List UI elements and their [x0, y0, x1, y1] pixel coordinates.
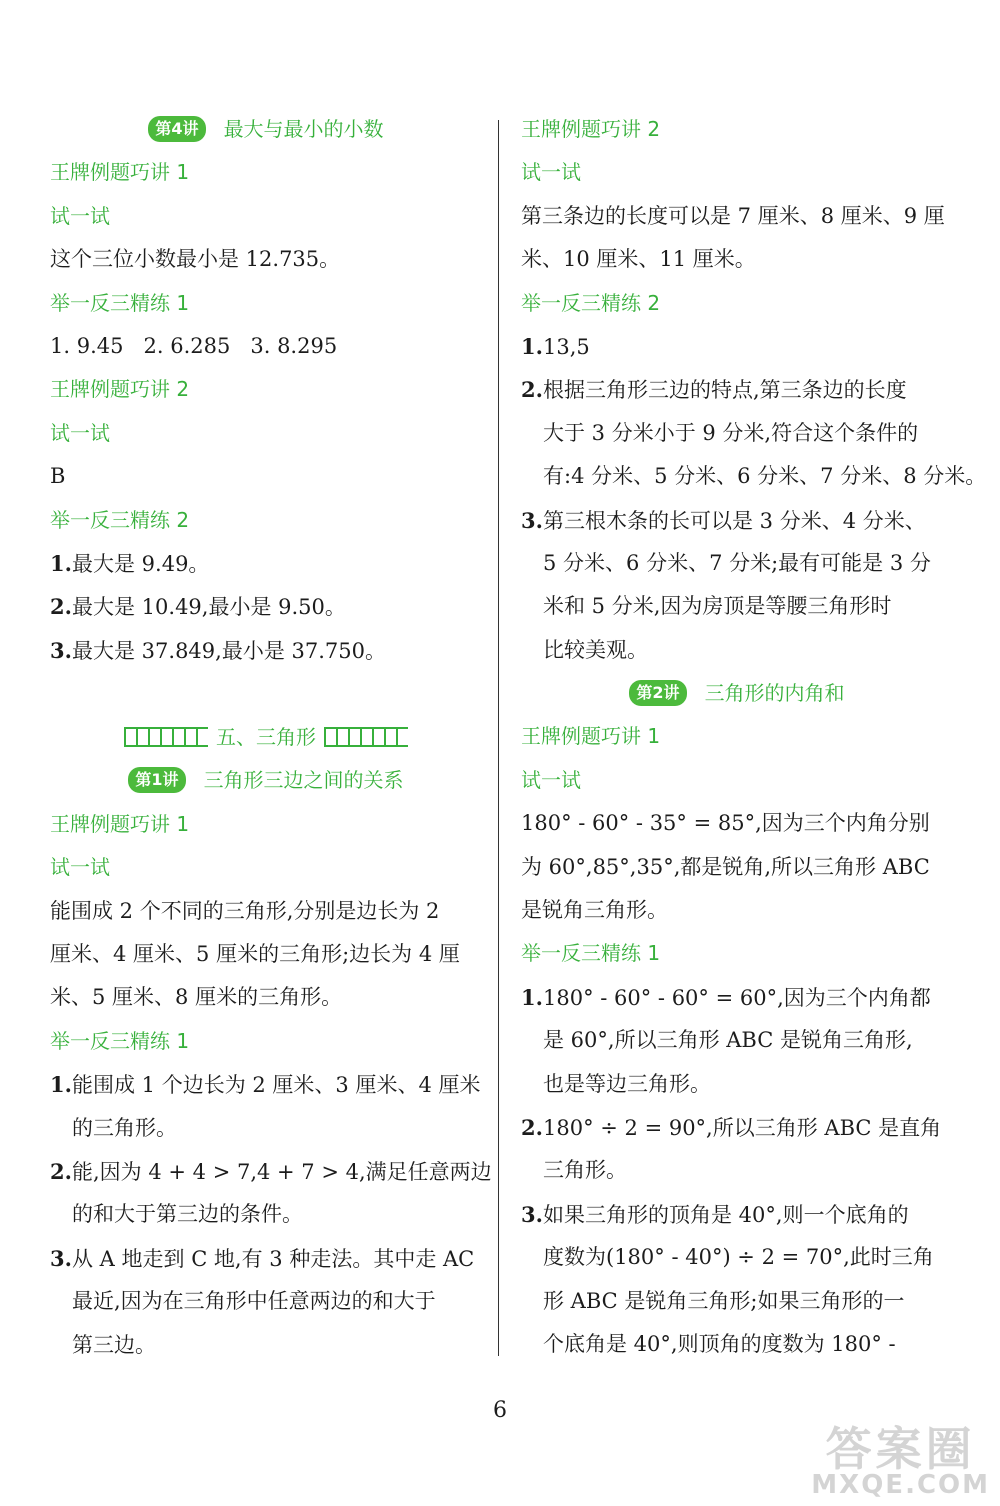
section-heading: 王牌例题巧讲 2 [50, 377, 190, 402]
item-number: 2. [521, 377, 543, 403]
item-number: 1. [50, 550, 72, 576]
answer-continuation: 形 ABC 是锐角三角形;如果三角形的一 [543, 1288, 905, 1313]
answer-item [521, 368, 953, 411]
section-heading: 举一反三精练 1 [521, 941, 661, 966]
answer-item [521, 499, 953, 542]
item-text: 根据三角形三边的特点,第三条边的长度 [543, 378, 907, 403]
answer-continuation: 三角形。 [543, 1158, 627, 1183]
item-number: 2. [50, 1158, 72, 1184]
answer-continuation: 第三边。 [72, 1332, 156, 1357]
item-number: 3. [521, 1201, 543, 1227]
page-number: 6 [493, 1398, 507, 1423]
answer-text: 第三条边的长度可以是 7 厘米、8 厘米、9 厘 [521, 203, 945, 228]
lecture-badge: 第2讲 [629, 680, 686, 706]
section-subheading: 试一试 [521, 767, 581, 792]
watermark-line2: MXQE.COM [811, 1470, 990, 1500]
unit-heading [50, 716, 482, 759]
item-number: 2. [50, 594, 72, 620]
item-text: 最大是 10.49,最小是 9.50。 [72, 595, 346, 620]
answer-text: 是锐角三角形。 [521, 898, 668, 923]
section-heading: 王牌例题巧讲 1 [50, 160, 190, 185]
item-text: 如果三角形的顶角是 40°,则一个底角的 [543, 1202, 909, 1227]
lecture-4-heading [50, 108, 482, 151]
lecture-title: 三角形三边之间的关系 [203, 768, 404, 793]
decor-stripes-icon [124, 727, 208, 747]
item-text: 最大是 37.849,最小是 37.750。 [72, 638, 386, 663]
answer-continuation: 有:4 分米、5 分米、6 分米、7 分米、8 分米。 [543, 464, 987, 489]
answer-text: 米、10 厘米、11 厘米。 [521, 247, 756, 272]
lecture-badge: 第4讲 [148, 116, 205, 142]
section-heading: 举一反三精练 2 [50, 507, 190, 532]
section-subheading: 试一试 [50, 855, 110, 880]
right-column [521, 108, 987, 1366]
answer-text: B [50, 464, 66, 489]
answer-continuation: 的和大于第三边的条件。 [72, 1202, 303, 1227]
decor-stripes-icon [324, 727, 408, 747]
answer-item [50, 1063, 482, 1106]
section-heading: 王牌例题巧讲 2 [521, 117, 661, 141]
answer-continuation: 最近,因为在三角形中任意两边的和大于 [72, 1289, 436, 1314]
answer-continuation: 米和 5 分米,因为房顶是等腰三角形时 [543, 594, 892, 619]
answer-continuation: 是 60°,所以三角形 ABC 是锐角三角形, [543, 1028, 913, 1053]
item-text: 从 A 地走到 C 地,有 3 种走法。其中走 AC [72, 1246, 475, 1271]
left-column [50, 108, 492, 1367]
section-heading: 举一反三精练 1 [50, 290, 190, 315]
answer-item [50, 1150, 492, 1193]
answer-text: 米、5 厘米、8 厘米的三角形。 [50, 985, 343, 1010]
watermark-logo [811, 1422, 990, 1500]
section-subheading: 试一试 [50, 420, 110, 445]
answer-item [50, 1237, 482, 1280]
section-heading: 王牌例题巧讲 1 [521, 724, 661, 749]
lecture-title: 最大与最小的小数 [223, 117, 384, 141]
item-number: 3. [521, 507, 543, 533]
item-text: 能,因为 4 + 4 > 7,4 + 7 > 4,满足任意两边 [72, 1159, 492, 1184]
item-number: 2. [521, 1114, 543, 1140]
answer-item [50, 585, 482, 628]
answer-continuation: 个底角是 40°,则顶角的度数为 180° - [543, 1331, 896, 1356]
answer-text: 厘米、4 厘米、5 厘米的三角形;边长为 4 厘 [50, 942, 460, 967]
answer-text: 这个三位小数最小是 12.735。 [50, 247, 341, 272]
section-subheading: 试一试 [521, 160, 581, 185]
watermark-line1: 答案圈 [825, 1422, 976, 1476]
answer-continuation: 5 分米、6 分米、7 分米;最有可能是 3 分 [543, 550, 931, 575]
spacer [50, 672, 482, 716]
section-subheading: 试一试 [50, 203, 110, 228]
answer-continuation: 度数为(180° - 40°) ÷ 2 = 70°,此时三角 [543, 1245, 934, 1270]
column-divider [498, 120, 499, 1356]
item-text: 180° - 60° - 60° = 60°,因为三个内角都 [543, 985, 931, 1010]
item-number: 1. [521, 333, 543, 359]
item-number: 3. [50, 1245, 72, 1271]
answer-text: 能围成 2 个不同的三角形,分别是边长为 2 [50, 898, 440, 923]
answer-item [521, 976, 953, 1019]
answer-text: 1. 9.45 2. 6.285 3. 8.295 [50, 333, 338, 358]
lecture-2-heading [521, 672, 953, 715]
lecture-title: 三角形的内角和 [704, 681, 845, 706]
answer-item [50, 629, 482, 672]
answer-text: 180° - 60° - 35° = 85°,因为三个内角分别 [521, 811, 930, 836]
answer-item [521, 1193, 953, 1236]
section-heading: 举一反三精练 1 [50, 1028, 190, 1053]
answer-continuation: 比较美观。 [543, 637, 648, 662]
item-text: 能围成 1 个边长为 2 厘米、3 厘米、4 厘米 [72, 1073, 481, 1098]
answer-item [50, 542, 482, 585]
item-number: 1. [50, 1072, 72, 1098]
item-number: 3. [50, 637, 72, 663]
item-text: 第三根木条的长可以是 3 分米、4 分米、 [543, 508, 926, 533]
section-heading: 王牌例题巧讲 1 [50, 811, 190, 836]
item-text: 180° ÷ 2 = 90°,所以三角形 ABC 是直角 [543, 1115, 942, 1140]
lecture-1-heading [50, 759, 482, 802]
answer-item [521, 1106, 953, 1149]
item-text: 13,5 [543, 334, 590, 359]
answer-item [521, 325, 953, 368]
item-text: 最大是 9.49。 [72, 551, 210, 576]
answer-continuation: 的三角形。 [72, 1115, 177, 1140]
answer-text: 为 60°,85°,35°,都是锐角,所以三角形 ABC [521, 854, 930, 879]
unit-title: 五、三角形 [216, 725, 316, 750]
answer-continuation: 大于 3 分米小于 9 分米,符合这个条件的 [543, 420, 919, 445]
section-heading: 举一反三精练 2 [521, 290, 661, 315]
lecture-badge: 第1讲 [128, 767, 185, 793]
item-number: 1. [521, 984, 543, 1010]
answer-continuation: 也是等边三角形。 [543, 1071, 711, 1096]
